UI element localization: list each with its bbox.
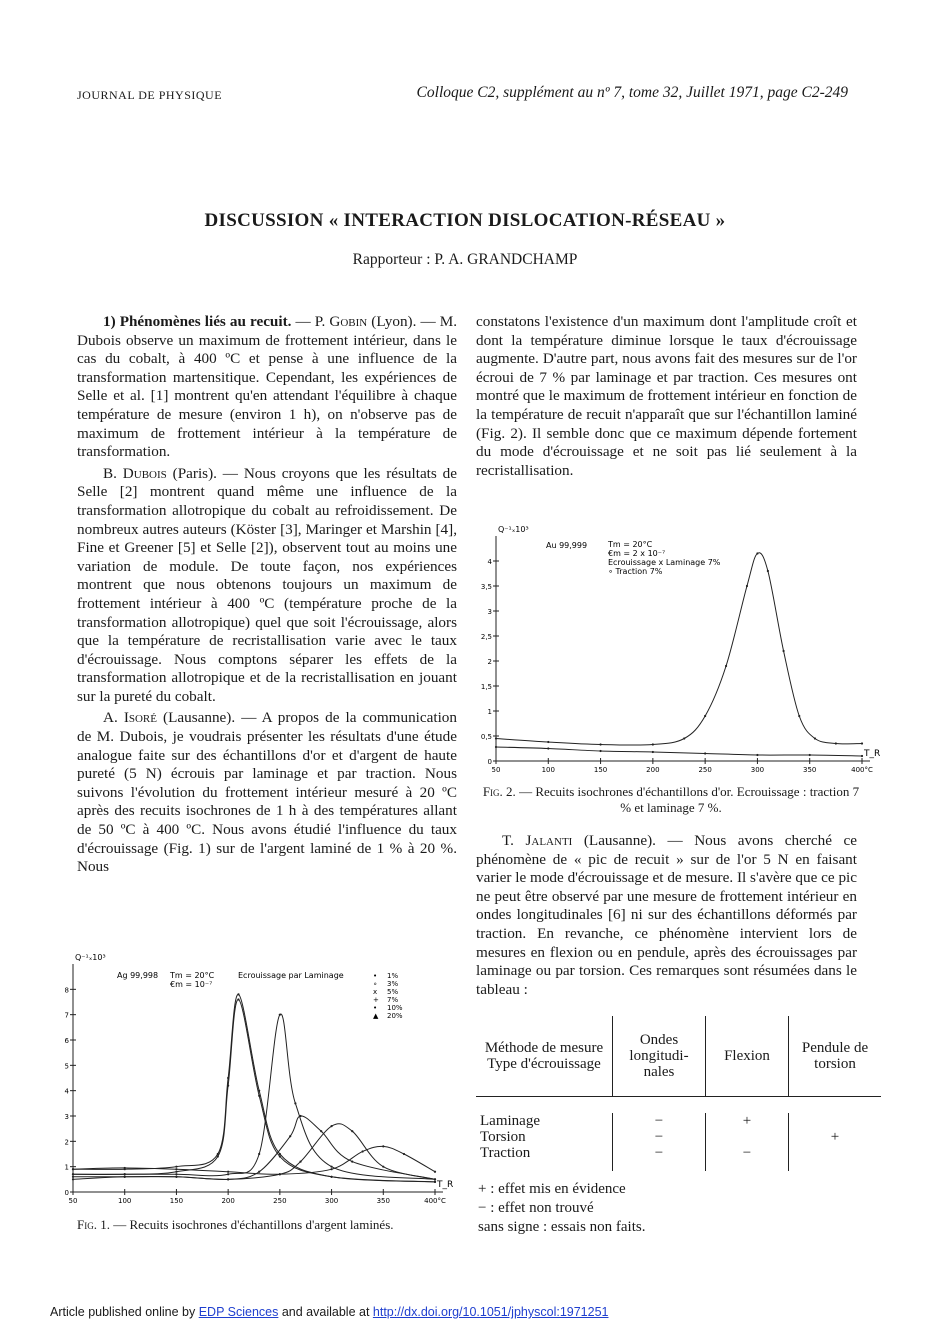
legend-label: 10% bbox=[387, 1004, 403, 1012]
data-point bbox=[124, 1168, 126, 1170]
data-point bbox=[258, 1095, 260, 1097]
data-point bbox=[495, 746, 497, 748]
x-tick-label: 150 bbox=[593, 766, 608, 774]
section-heading: 1) Phénomènes liés au recuit. bbox=[103, 313, 292, 330]
legend-marker: ▲ bbox=[373, 1012, 379, 1020]
figure-1 bbox=[55, 946, 460, 1232]
data-point bbox=[72, 1178, 74, 1180]
data-point bbox=[683, 737, 685, 739]
x-tick-label: 400°C bbox=[851, 766, 873, 774]
x-tick-label: 200 bbox=[646, 766, 660, 774]
legend-label: 3% bbox=[387, 980, 399, 988]
fig1-legend bbox=[373, 972, 403, 1020]
doi-link[interactable]: http://dx.doi.org/10.1051/jphyscol:1971251 bbox=[372, 1305, 609, 1319]
x-tick-label: 300 bbox=[324, 1197, 339, 1205]
fig2-tm: Tm = 20°C bbox=[608, 540, 653, 549]
y-tick-label: 2 bbox=[487, 658, 492, 666]
paragraph-jalanti: T. Jalanti (Lausanne). — Nous avons cherché ce phénomène de « pic de recuit » sur de l'or 5 N en faisant varier le mode d'écrouissage et de mesure. Il s'avère que ce pic ne peut être observé par une mesure de frottement intérieur en ondes longitudinales [6] ni sur des échantillons déformés par traction. En revanche, ce phénomène intervient lors de mesures en flexion ou en pendule, après des écrouissages par laminage ou par torsion. Ces remarques sont résumées dans le tableau : bbox=[476, 832, 857, 998]
table-row: Traction − − bbox=[476, 1145, 881, 1161]
y-tick-label: 1 bbox=[487, 708, 492, 716]
figure-2-caption: Fig. 2. — Recuits isochrones d'échantillons d'or. Ecrouissage : traction 7 % et laminage 7 %. bbox=[482, 784, 860, 815]
author-name: Isoré bbox=[123, 709, 157, 727]
data-point bbox=[704, 752, 706, 754]
data-point bbox=[72, 1176, 74, 1178]
data-point bbox=[403, 1153, 405, 1155]
data-point bbox=[756, 552, 758, 554]
series-line-2-0 bbox=[496, 553, 862, 745]
data-point bbox=[124, 1173, 126, 1175]
paragraph-continuation: constatons l'existence d'un maximum dont l'amplitude croît et dont la température diminue lorsque le taux d'écrouissage augmente. D'autre part, nous avons fait des mesures sur de l'or écroui de 7 % par laminage et par traction. Ces mesures ont montré que le maximum de frottement intérieur en fonction de la température de recuit n'apparaît que sur l'échantillon laminé (Fig. 2). Il semble donc que ce maximum dépende fortement du mode d'écrouissage et ne soit pas lié seulement à la recristallisation. bbox=[476, 313, 857, 479]
fig1-ylabel: Q⁻¹ₓ10³ bbox=[75, 953, 106, 962]
series-line-1-4 bbox=[73, 994, 435, 1182]
data-point bbox=[434, 1171, 436, 1173]
series-line-1-0 bbox=[73, 1146, 435, 1174]
data-point bbox=[227, 1085, 229, 1087]
data-point bbox=[227, 1178, 229, 1180]
fig1-xlabel: T_R bbox=[437, 1180, 454, 1190]
legend-label: 7% bbox=[387, 996, 399, 1004]
data-point bbox=[809, 754, 811, 756]
author-name: Jalanti bbox=[525, 832, 573, 849]
legend-minus: − : effet non trouvé bbox=[478, 1200, 594, 1216]
y-tick-label: 3,5 bbox=[480, 583, 492, 591]
x-tick-label: 350 bbox=[803, 766, 817, 774]
data-point bbox=[746, 585, 748, 587]
paragraph-gobin: 1) Phénomènes liés au recuit. — P. Gobin (Lyon). — M. Dubois observe un maximum de frottement intérieur, dans le cas du cobalt, à 400 ºC et pense à une influence de la transformation martensitique. Cependant, les expériences de Selle et al. [1] montrent qu'en attendant l'équilibre à chaque température de mesure (environ 1 h), on n'observe pas de maximum de frottement intérieur à la température de transformation. bbox=[77, 313, 457, 461]
journal-name: JOURNAL DE PHYSIQUE bbox=[77, 88, 223, 102]
legend-none: sans signe : essais non faits. bbox=[478, 1219, 646, 1235]
data-point bbox=[814, 737, 816, 739]
legend-label: 5% bbox=[387, 988, 399, 996]
series-line-1-2 bbox=[73, 1116, 435, 1180]
data-point bbox=[861, 742, 863, 744]
data-point bbox=[72, 1173, 74, 1175]
legend-label: 1% bbox=[387, 972, 399, 980]
table-header-pendule: Pendule de torsion bbox=[789, 1016, 882, 1096]
data-point bbox=[279, 1155, 281, 1157]
data-point bbox=[652, 743, 654, 745]
y-tick-label: 0,5 bbox=[480, 733, 492, 741]
data-point bbox=[175, 1171, 177, 1173]
table-header-flexion: Flexion bbox=[706, 1016, 789, 1096]
data-point bbox=[434, 1178, 436, 1180]
data-point bbox=[382, 1166, 384, 1168]
data-point bbox=[599, 750, 601, 752]
y-tick-label: 4 bbox=[487, 558, 492, 566]
page-title: DISCUSSION « INTERACTION DISLOCATION-RÉSEAU » bbox=[204, 210, 726, 231]
colloque-reference: Colloque C2, supplément au nº 7, tome 32, Juillet 1971, page C2-249 bbox=[416, 84, 848, 101]
data-point bbox=[330, 1176, 332, 1178]
data-point bbox=[861, 755, 863, 757]
left-column bbox=[77, 313, 457, 877]
y-tick-label: 2 bbox=[64, 1138, 69, 1147]
data-point bbox=[547, 741, 549, 743]
data-point bbox=[124, 1176, 126, 1178]
fig2-em: €m = 2 x 10⁻⁷ bbox=[608, 549, 666, 558]
y-tick-label: 8 bbox=[64, 986, 69, 995]
paragraph-dubois: B. Dubois (Paris). — Nous croyons que les résultats de Selle [2] montrent quand même une influence de la transformation allotropique du cobalt au refroidissement. De nombreux autres auteurs (Köster [3], Maringer et Marshin [4], Fine et Greener [5] et Selle [2]), observent tout au moins une variation de module. De toute façon, nos expériences montrent que nous obtenons toujours un maximum de frottement intérieur à 400 ºC (température proche de la transformation allotropique) quel que soit l'écrouissage, alors que la température de recristallisation varie avec le taux d'écrouissage. Nous comptons séparer les effets de la transformation allotropique et de la recristallisation en jouant sur la pureté du cobalt. bbox=[77, 464, 457, 705]
data-point bbox=[547, 747, 549, 749]
table-legend bbox=[478, 1180, 645, 1237]
fig1-material: Ag 99,998 bbox=[117, 971, 159, 980]
right-column-bottom bbox=[476, 832, 857, 999]
data-point bbox=[237, 993, 239, 995]
data-point bbox=[279, 1173, 281, 1175]
y-tick-label: 7 bbox=[64, 1011, 69, 1020]
data-point bbox=[289, 1135, 291, 1137]
data-point bbox=[756, 754, 758, 756]
data-point bbox=[434, 1181, 436, 1183]
legend-plus: + : effet mis en évidence bbox=[478, 1181, 626, 1197]
results-table bbox=[476, 1016, 881, 1171]
legend-marker: + bbox=[373, 996, 379, 1004]
x-tick-label: 50 bbox=[491, 766, 501, 774]
legend-marker: • bbox=[373, 972, 378, 980]
fig1-em: €m = 10⁻⁷ bbox=[170, 980, 213, 989]
y-tick-label: 2,5 bbox=[480, 633, 492, 641]
y-tick-label: 6 bbox=[64, 1037, 69, 1045]
series-line-1-5 bbox=[73, 999, 435, 1181]
y-tick-label: 4 bbox=[64, 1087, 69, 1096]
x-tick-label: 250 bbox=[698, 766, 712, 774]
fig2-ylabel: Q⁻¹ₓ10³ bbox=[498, 525, 529, 534]
y-tick-label: 3 bbox=[64, 1113, 69, 1121]
y-tick-label: 1,5 bbox=[480, 683, 492, 691]
legend-marker: ∘ bbox=[373, 980, 378, 988]
right-column-top bbox=[476, 313, 857, 480]
y-tick-label: 3 bbox=[487, 608, 492, 616]
table-header-ondes: Ondes longitudi-nales bbox=[613, 1016, 706, 1096]
legend-label: 20% bbox=[387, 1012, 403, 1020]
edp-sciences-link[interactable]: EDP Sciences bbox=[198, 1305, 279, 1319]
data-point bbox=[258, 1153, 260, 1155]
data-point bbox=[237, 998, 239, 1000]
x-tick-label: 150 bbox=[169, 1197, 184, 1205]
x-tick-label: 300 bbox=[750, 766, 765, 774]
figure-2 bbox=[476, 518, 886, 815]
data-point bbox=[175, 1173, 177, 1175]
data-point bbox=[782, 650, 784, 652]
data-point bbox=[227, 1173, 229, 1175]
data-point bbox=[258, 1171, 260, 1173]
data-point bbox=[72, 1168, 74, 1170]
data-point bbox=[175, 1168, 177, 1170]
fig1-tm: Tm = 20°C bbox=[170, 971, 215, 980]
x-tick-label: 250 bbox=[273, 1197, 287, 1205]
series-line-1-3 bbox=[73, 1014, 435, 1179]
data-point bbox=[351, 1130, 353, 1132]
data-point bbox=[495, 737, 497, 739]
data-point bbox=[767, 570, 769, 572]
rapporteur-line: Rapporteur : P. A. GRANDCHAMP bbox=[352, 251, 578, 268]
author-name: Dubois bbox=[122, 464, 167, 482]
x-tick-label: 50 bbox=[68, 1197, 78, 1205]
x-tick-label: 100 bbox=[541, 766, 555, 774]
data-point bbox=[704, 715, 706, 717]
data-point bbox=[217, 1155, 219, 1157]
fig1-legend-title: Ecrouissage par Laminage bbox=[238, 971, 344, 980]
x-tick-label: 400°C bbox=[424, 1197, 446, 1205]
author-name: Gobin bbox=[329, 313, 368, 330]
data-point bbox=[725, 665, 727, 667]
x-tick-label: 100 bbox=[118, 1197, 132, 1205]
table-row: Laminage − + bbox=[476, 1113, 881, 1129]
data-point bbox=[351, 1161, 353, 1163]
fig2-legend-traction: ∘ Traction 7% bbox=[608, 567, 663, 576]
table-row: Torsion − + bbox=[476, 1129, 881, 1145]
data-point bbox=[330, 1166, 332, 1168]
data-point bbox=[382, 1145, 384, 1147]
fig2-xlabel: T_R bbox=[864, 749, 881, 759]
data-point bbox=[294, 1102, 296, 1104]
y-tick-label: 0 bbox=[487, 758, 492, 766]
series-line-1-1 bbox=[73, 1124, 435, 1180]
data-point bbox=[279, 1153, 281, 1155]
data-point bbox=[175, 1166, 177, 1168]
data-point bbox=[330, 1125, 332, 1127]
table-header-methode: Méthode de mesure Type d'écrouissage bbox=[476, 1016, 613, 1096]
data-point bbox=[599, 743, 601, 745]
y-tick-label: 1 bbox=[64, 1163, 69, 1172]
figure-1-caption: Fig. 1. — Recuits isochrones d'échantillons d'argent laminés. bbox=[77, 1217, 394, 1232]
data-point bbox=[279, 1014, 281, 1016]
data-point bbox=[652, 751, 654, 753]
y-tick-label: 5 bbox=[64, 1062, 69, 1071]
legend-marker: • bbox=[373, 1004, 378, 1012]
data-point bbox=[227, 1171, 229, 1173]
x-tick-label: 200 bbox=[221, 1197, 235, 1205]
x-tick-label: 350 bbox=[376, 1197, 390, 1205]
data-point bbox=[835, 742, 837, 744]
data-point bbox=[175, 1176, 177, 1178]
data-point bbox=[362, 1150, 364, 1152]
data-point bbox=[330, 1168, 332, 1170]
fig2-legend-laminage: Ecrouissage x Laminage 7% bbox=[608, 558, 721, 567]
paragraph-isore: A. Isoré (Lausanne). — A propos de la communication de M. Dubois, je voudrais présenter les résultats d'une étude analogue faite sur des échantillons d'or et d'argent de haute pureté (5 N) écrouis par laminage et par traction. Nous suivons l'évolution du frottement intérieur mesuré à 20 ºC après des recuits isochrones de 1 h à des températures allant de 50 ºC à 400 ºC. Nous avons étudié l'influence du taux d'écrouissage (Fig. 1) sur de l'argent laminé de 1 % à 20 %. Nous bbox=[77, 709, 457, 876]
data-point bbox=[299, 1161, 301, 1163]
legend-marker: x bbox=[373, 988, 378, 996]
footer: Article published online by EDP Sciences and available at http://dx.doi.org/10.1051/jphyscol:1971251 bbox=[50, 1305, 609, 1319]
y-tick-label: 0 bbox=[64, 1189, 69, 1197]
figure-1-chart bbox=[55, 946, 460, 1211]
fig2-material: Au 99,999 bbox=[546, 541, 588, 550]
data-point bbox=[320, 1130, 322, 1132]
data-point bbox=[798, 715, 800, 717]
figure-2-chart bbox=[476, 518, 886, 783]
series-line-2-1 bbox=[496, 747, 862, 756]
